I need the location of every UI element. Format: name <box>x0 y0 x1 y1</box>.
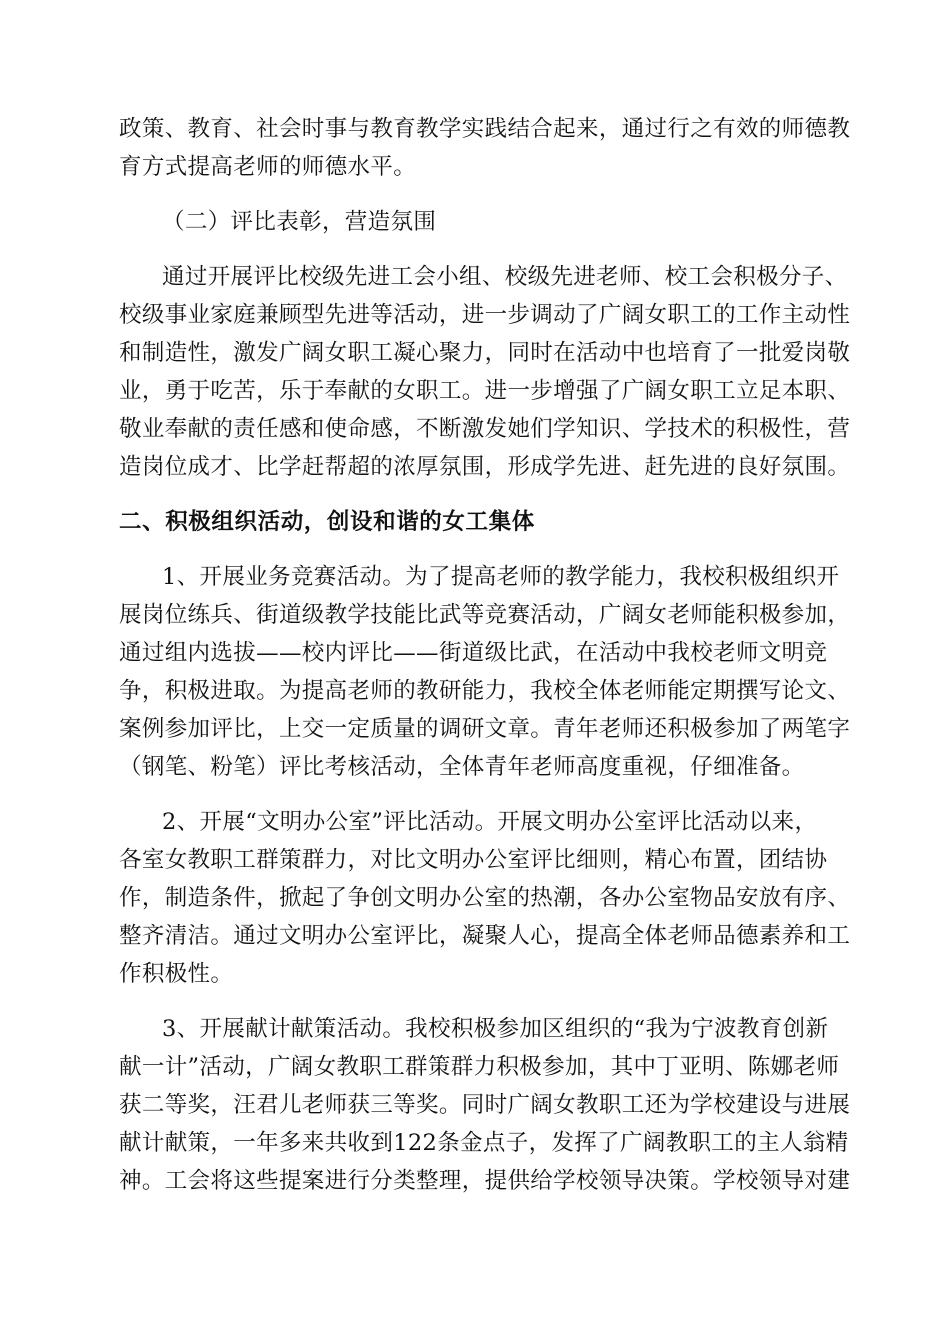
paragraph-line: 作，制造条件，掀起了争创文明办公室的热潮，各办公室物品安放有序、 <box>119 885 851 911</box>
paragraph-line: 和制造性，激发广阔女职工凝心聚力，同时在活动中也培育了一批爱岗敬 <box>119 340 851 366</box>
paragraph-line: 2、开展“文明办公室”评比活动。开展文明办公室评比活动以来， <box>162 809 818 835</box>
paragraph-line: 整齐清洁。通过文明办公室评比，凝聚人心，提高全体老师品德素养和工 <box>119 923 851 949</box>
paragraph-line: 业，勇于吃苦，乐于奉献的女职工。进一步增强了广阔女职工立足本职、 <box>119 378 851 404</box>
paragraph-line: 通过开展评比校级先进工会小组、校级先进老师、校工会积极分子、 <box>162 264 848 290</box>
paragraph-line: 获二等奖，汪君儿老师获三等奖。同时广阔女教职工还为学校建设与进展 <box>119 1092 851 1118</box>
paragraph-line: 校级事业家庭兼顾型先进等活动，进一步调动了广阔女职工的工作主动性 <box>119 302 851 328</box>
subsection-title: （二）评比表彰，营造氛围 <box>162 209 437 235</box>
paragraph-line: 敬业奉献的责任感和使命感，不断激发她们学知识、学技术的积极性，营 <box>119 416 851 442</box>
paragraph-line: 1、开展业务竞赛活动。为了提高老师的教学能力，我校积极组织开 <box>162 564 840 590</box>
section-heading: 二、积极组织活动，创设和谐的女工集体 <box>119 509 535 535</box>
paragraph-line: 神。工会将这些提案进行分类整理，提供给学校领导决策。学校领导对建 <box>119 1168 851 1194</box>
paragraph-line: 造岗位成才、比学赶帮超的浓厚氛围，形成学先进、赶先进的良好氛围。 <box>119 454 851 480</box>
paragraph-line: 案例参加评比，上交一定质量的调研文章。青年老师还积极参加了两笔字 <box>119 716 851 742</box>
paragraph-line: 政策、教育、社会时事与教育教学实践结合起来，通过行之有效的师德教 <box>119 116 851 142</box>
paragraph-line: 育方式提高老师的师德水平。 <box>119 154 417 180</box>
paragraph-line: 献一计”活动，广阔女教职工群策群力积极参加，其中丁亚明、陈娜老师 <box>119 1054 840 1080</box>
paragraph-line: 献计献策，一年多来共收到122条金点子，发挥了广阔教职工的主人翁精 <box>119 1130 849 1156</box>
paragraph-line: 通过组内选拔——校内评比——街道级比武，在活动中我校老师文明竞 <box>119 640 828 666</box>
paragraph-line: 争，积极进取。为提高老师的教研能力，我校全体老师能定期撰写论文、 <box>119 678 851 704</box>
paragraph-line: 各室女教职工群策群力，对比文明办公室评比细则，精心布置，团结协 <box>119 847 828 873</box>
paragraph-line: 3、开展献计献策活动。我校积极参加区组织的“我为宁波教育创新 <box>162 1016 829 1042</box>
paragraph-line: 作积极性。 <box>119 961 234 987</box>
paragraph-line: （钢笔、粉笔）评比考核活动，全体青年老师高度重视，仔细准备。 <box>119 754 805 780</box>
paragraph-line: 展岗位练兵、街道级教学技能比武等竞赛活动，广阔女老师能积极参加， <box>119 602 851 628</box>
